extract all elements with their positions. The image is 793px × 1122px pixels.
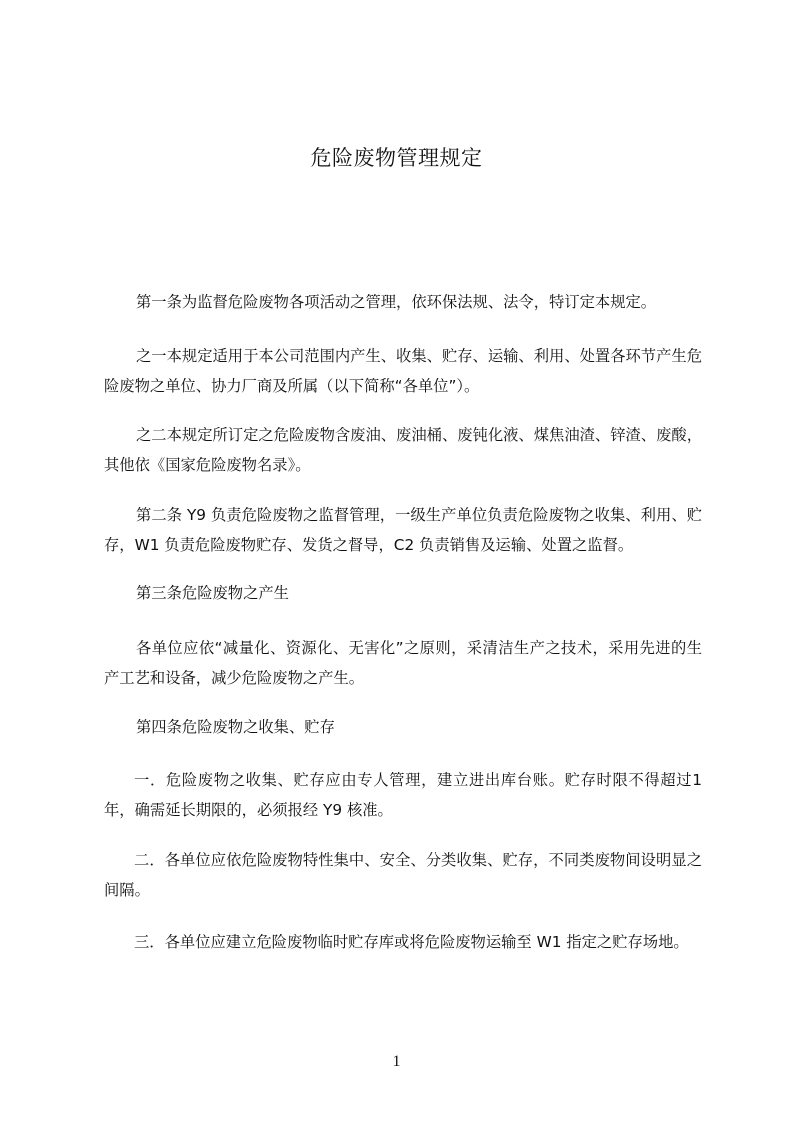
- article-2-paragraph: 第二条 Y9 负责危险废物之监督管理，一级生产单位负责危险废物之收集、利用、贮存，W1 负责危险废物贮存、发货之督导，C2 负责销售及运输、处置之监督。: [104, 506, 702, 554]
- article-1-clause-2-paragraph: 之二本规定所订定之危险废物含废油、废油桶、废钝化液、煤焦油渣、锌渣、废酸，其他依《国家危险废物名录》。: [104, 426, 702, 474]
- page-title: 危险废物管理规定: [310, 146, 483, 170]
- page-number: 1: [392, 1053, 401, 1070]
- article-1-clause-1-paragraph: 之一本规定适用于本公司范围内产生、收集、贮存、运输、利用、处置各环节产生危险废物之单位、协力厂商及所属（以下简称“各单位”）。: [104, 347, 702, 395]
- article-3-paragraph: 各单位应依“减量化、资源化、无害化”之原则，采清洁生产之技术，采用先进的生产工艺和设备，减少危险废物之产生。: [104, 639, 702, 687]
- article-1-paragraph: 第一条为监督危险废物各项活动之管理，依环保法规、法令，特订定本规定。: [136, 293, 657, 311]
- article-4-item-2-paragraph: 二．各单位应依危险废物特性集中、安全、分类收集、贮存，不同类废物间设明显之间隔。: [104, 851, 702, 899]
- article-3-heading: 第三条危险废物之产生: [136, 584, 289, 602]
- article-4-item-1-paragraph: 一．危险废物之收集、贮存应由专人管理，建立进出库台账。贮存时限不得超过1 年，确需延长期限的，必须报经 Y9 核准。: [104, 771, 702, 819]
- article-4-item-3-paragraph: 三．各单位应建立危险废物临时贮存库或将危险废物运输至 W1 指定之贮存场地。: [134, 933, 689, 951]
- article-4-heading: 第四条危险废物之收集、贮存: [136, 718, 335, 736]
